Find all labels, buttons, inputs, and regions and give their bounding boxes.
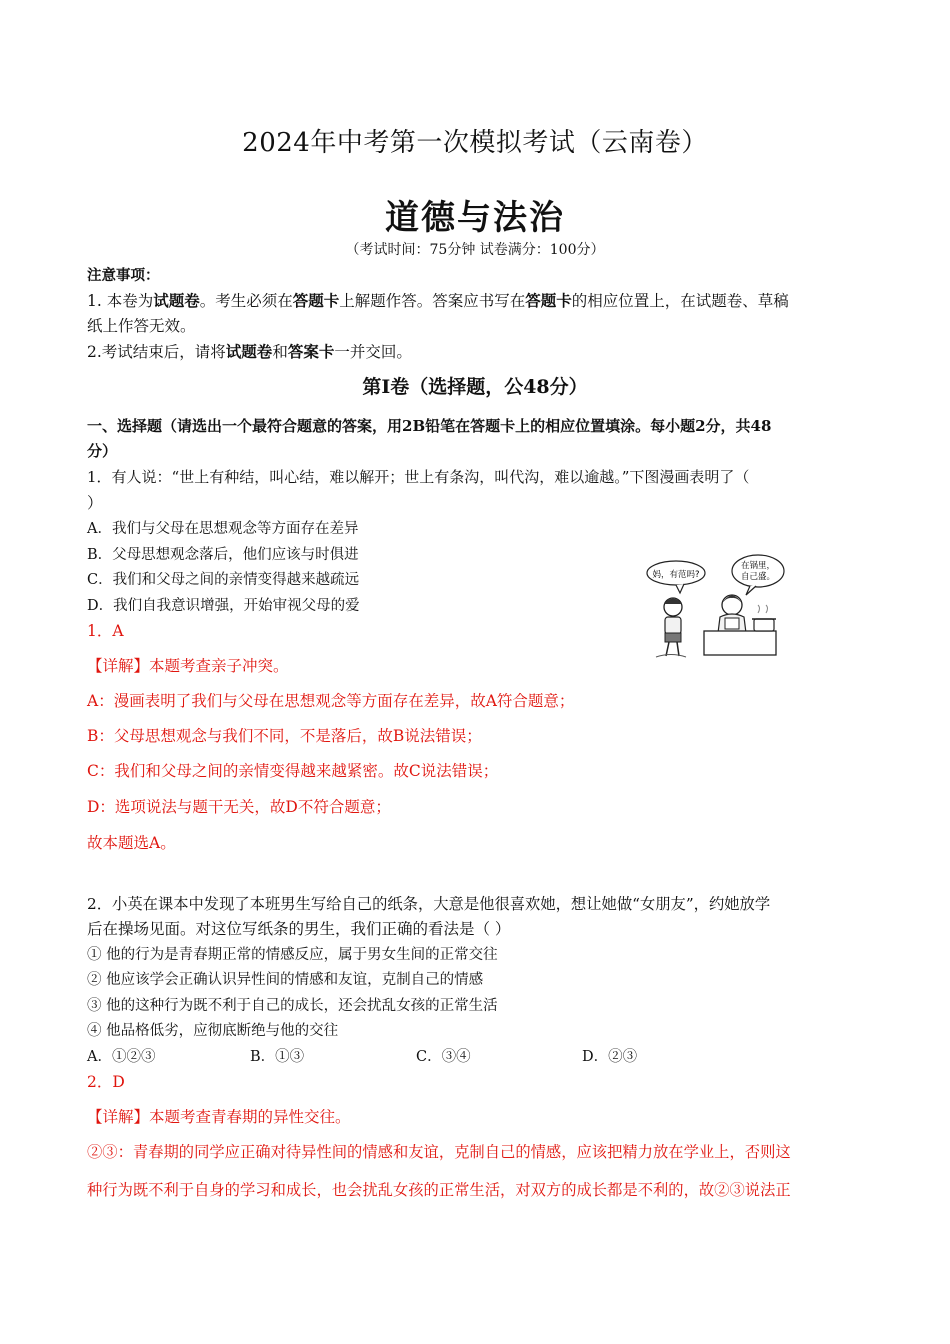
q1-explain-c: C：我们和父母之间的亲情变得越来越紧密。故C说法错误； xyxy=(87,762,499,780)
speech-bubble-right-text-1: 在锅里， xyxy=(740,561,776,571)
q1-explain-conclusion: 故本题选A。 xyxy=(87,834,176,852)
speech-bubble-left-tail xyxy=(676,584,684,593)
speech-bubble-right xyxy=(732,555,784,587)
section-instruction-line-1: 一、选择题（请选出一个最符合题意的答案，用2B铅笔在答题卡上的相应位置填涂。每小题2分，共48 xyxy=(87,417,772,435)
speech-bubble-right-text-2: 自己盛。 xyxy=(740,572,776,582)
subject-title: 道德与法治 xyxy=(385,198,565,238)
q2-option-c: C．③④ xyxy=(416,1049,471,1065)
boy-figure xyxy=(656,598,686,657)
q1-stem-line-2: ） xyxy=(87,494,103,512)
exam-time-info: （考试时间：75分钟 试卷满分：100分） xyxy=(345,242,605,258)
q2-option-b: B．①③ xyxy=(250,1049,305,1065)
q1-explain-a: A：漫画表明了我们与父母在思想观念等方面存在差异，故A符合题意； xyxy=(87,692,575,710)
notice-2-text-b: 和 xyxy=(272,343,288,361)
section-instruction-line-2: 分） xyxy=(87,442,118,460)
notice-1-text-a: 1. 本卷为 xyxy=(87,292,154,310)
notice-heading: 注意事项： xyxy=(87,267,160,284)
q2-answer: 2．D xyxy=(87,1073,125,1091)
q2-statement-3: ③ 他的这种行为既不利于自己的成长，还会扰乱女孩的正常生活 xyxy=(87,998,498,1014)
q2-option-d: D．②③ xyxy=(582,1049,638,1065)
notice-2-bold-a: 试题卷 xyxy=(225,342,273,361)
notice-2-bold-b: 答案卡 xyxy=(287,342,335,361)
q2-statement-1: ① 他的行为是青春期正常的情感反应，属于男女生间的正常交往 xyxy=(87,947,498,963)
q1-option-a: A．我们与父母在思想观念等方面存在差异 xyxy=(87,521,359,537)
notice-1-bold-b: 答题卡 xyxy=(292,291,340,310)
notice-1-text-b: 。考生必须在 xyxy=(199,292,293,310)
notice-1-text-c: 上解题作答。答案应书写在 xyxy=(339,292,526,310)
q1-explain-d: D：选项说法与题干无关，故D不符合题意； xyxy=(87,798,391,816)
q1-stem-line-1: 1．有人说：“世上有种结，叫心结，难以解开；世上有条沟，叫代沟，难以逾越。”下图漫画表明了（ xyxy=(87,468,750,486)
cooking-pot xyxy=(754,619,774,631)
notice-item-1 xyxy=(87,289,789,311)
q1-explain-head xyxy=(87,654,289,676)
notice-item-1-line-2: 纸上作答无效。 xyxy=(87,317,196,335)
kitchen-counter xyxy=(704,631,776,655)
q1-explain-topic: 本题考查亲子冲突。 xyxy=(149,657,289,675)
q2-option-a: A．①②③ xyxy=(87,1049,156,1065)
q1-option-b: B．父母思想观念落后，他们应该与时俱进 xyxy=(87,547,359,563)
q2-explain-head xyxy=(87,1105,351,1127)
q2-explain-tag: 【详解】 xyxy=(87,1108,150,1126)
notice-1-bold-c: 答题卡 xyxy=(525,291,572,310)
exam-title: 2024年中考第一次模拟考试（云南卷） xyxy=(242,128,708,158)
section-title: 第Ⅰ卷（选择题，公48分） xyxy=(362,376,588,398)
notice-2-text-a: 2.考试结束后，请将 xyxy=(87,343,226,361)
notice-2-text-c: 一并交回。 xyxy=(334,343,412,361)
mother-figure xyxy=(718,595,746,633)
notice-1-bold-a: 试题卷 xyxy=(153,291,200,310)
speech-bubble-left-text: 妈，有范吗? xyxy=(652,570,700,580)
q2-statement-2: ② 他应该学会正确认识异性间的情感和友谊，克制自己的情感 xyxy=(87,972,484,988)
q1-comic-illustration xyxy=(646,553,786,663)
q2-stem-line-2: 后在操场见面。对这位写纸条的男生，我们正确的看法是（ ） xyxy=(87,920,511,938)
q1-option-d: D．我们自我意识增强，开始审视父母的爱 xyxy=(87,598,360,614)
q2-explain-line-2: 种行为既不利于自身的学习和成长，也会扰乱女孩的正常生活，对双方的成长都是不利的，故②③说法正 xyxy=(87,1181,791,1199)
q1-explain-b: B：父母思想观念与我们不同，不是落后，故B说法错误； xyxy=(87,727,482,745)
q2-explain-topic: 本题考查青春期的异性交往。 xyxy=(149,1108,351,1126)
speech-bubble-right-tail xyxy=(746,586,756,595)
q1-answer: 1．A xyxy=(87,622,124,640)
q2-explain-line-1: ②③：青春期的同学应正确对待异性间的情感和友谊，克制自己的情感，应该把精力放在学业上，否则这 xyxy=(87,1143,791,1161)
comic-drawing xyxy=(646,553,786,663)
q1-option-c: C．我们和父母之间的亲情变得越来越疏远 xyxy=(87,572,360,588)
q1-explain-tag: 【详解】 xyxy=(87,657,150,675)
q2-statement-4: ④ 他品格低劣，应彻底断绝与他的交往 xyxy=(87,1023,339,1039)
q2-stem-line-1: 2．小英在课本中发现了本班男生写给自己的纸条，大意是他很喜欢她，想让她做“女朋友”，约她放学 xyxy=(87,895,771,913)
notice-item-2 xyxy=(87,340,412,362)
notice-1-text-d: 的相应位置上，在试题卷、草稿 xyxy=(571,292,789,310)
